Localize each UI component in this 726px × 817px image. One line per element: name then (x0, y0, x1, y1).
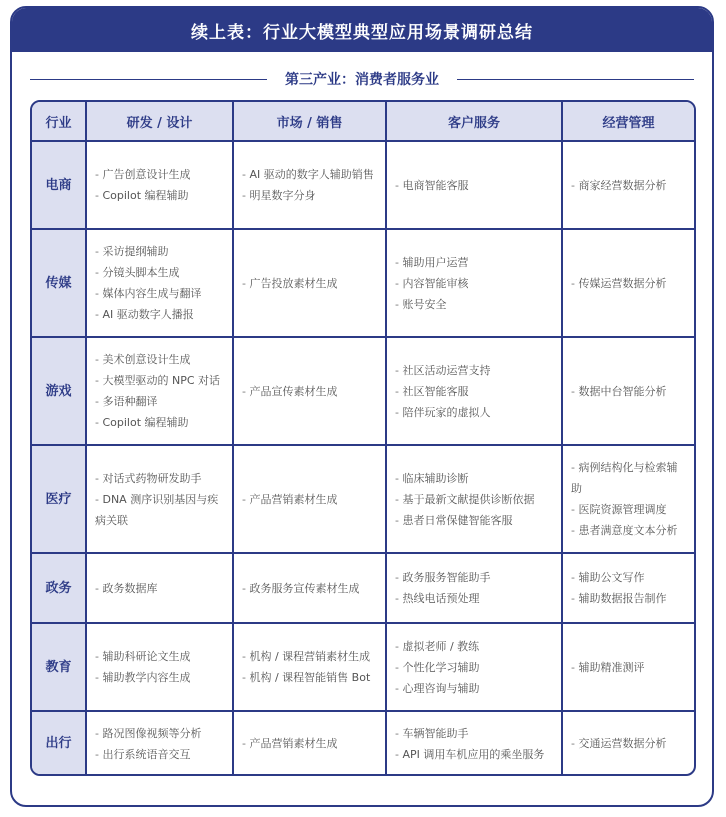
list-item: - 辅助科研论文生成 (95, 646, 224, 667)
table-row (32, 553, 694, 623)
list-item: - 病例结构化与检索辅助 (571, 457, 686, 499)
cell-manage (562, 229, 694, 337)
column-header: 经营管理 (562, 102, 694, 141)
list-item: - AI 驱动数字人播报 (95, 304, 224, 325)
list-item: - 商家经营数据分析 (571, 175, 686, 196)
list-item: - 虚拟老师 / 教练 (395, 636, 553, 657)
list-item: - 热线电话预处理 (395, 588, 553, 609)
industry-cell: 出行 (32, 711, 86, 775)
list-item: - 政务服务宣传素材生成 (242, 578, 377, 599)
cell-rd (86, 141, 233, 229)
industry-cell: 政务 (32, 553, 86, 623)
list-item: - 出行系统语音交互 (95, 744, 224, 765)
list-item: - 媒体内容生成与翻译 (95, 283, 224, 304)
industry-cell: 教育 (32, 623, 86, 711)
industry-cell: 游戏 (32, 337, 86, 445)
table-row (32, 229, 694, 337)
list-item: - 辅助公文写作 (571, 567, 686, 588)
list-item: - 陪伴玩家的虚拟人 (395, 402, 553, 423)
list-item: - 医院资源管理调度 (571, 499, 686, 520)
cell-service (386, 141, 562, 229)
list-item: - 社区智能客服 (395, 381, 553, 402)
cell-market (233, 445, 386, 553)
list-item: - 广告创意设计生成 (95, 164, 224, 185)
cell-rd (86, 337, 233, 445)
list-item: - Copilot 编程辅助 (95, 185, 224, 206)
cell-manage (562, 711, 694, 775)
cell-service (386, 553, 562, 623)
section-header (30, 66, 694, 92)
list-item: - 社区活动运营支持 (395, 360, 553, 381)
list-item: - 分镜头脚本生成 (95, 262, 224, 283)
list-item: - Copilot 编程辅助 (95, 412, 224, 433)
cell-manage (562, 623, 694, 711)
cell-service (386, 445, 562, 553)
list-item: - 路况图像视频等分析 (95, 723, 224, 744)
list-item: - 交通运营数据分析 (571, 733, 686, 754)
cell-market (233, 553, 386, 623)
cell-market (233, 141, 386, 229)
cell-manage (562, 337, 694, 445)
cell-rd (86, 623, 233, 711)
table-row (32, 623, 694, 711)
list-item: - 美术创意设计生成 (95, 349, 224, 370)
list-item: - 辅助教学内容生成 (95, 667, 224, 688)
cell-market (233, 337, 386, 445)
list-item: - 辅助精准测评 (571, 657, 686, 678)
cell-rd (86, 553, 233, 623)
divider-right (457, 79, 694, 80)
cell-rd (86, 445, 233, 553)
table-row (32, 711, 694, 775)
list-item: - AI 驱动的数字人辅助销售 (242, 164, 377, 185)
list-item: - 辅助用户运营 (395, 252, 553, 273)
column-header: 行业 (32, 102, 86, 141)
cell-market (233, 229, 386, 337)
column-header: 研发 / 设计 (86, 102, 233, 141)
list-item: - 患者日常保健智能客服 (395, 510, 553, 531)
list-item: - 辅助数据报告制作 (571, 588, 686, 609)
list-item: - 明星数字分身 (242, 185, 377, 206)
list-item: - DNA 测序识别基因与疾病关联 (95, 489, 224, 531)
list-item: - 机构 / 课程营销素材生成 (242, 646, 377, 667)
list-item: - 产品宣传素材生成 (242, 381, 377, 402)
divider-left (30, 79, 267, 80)
report-frame (10, 6, 714, 807)
list-item: - 传媒运营数据分析 (571, 273, 686, 294)
list-item: - 电商智能客服 (395, 175, 553, 196)
list-item: - 内容智能审核 (395, 273, 553, 294)
list-item: - 政务数据库 (95, 578, 224, 599)
list-item: - 心理咨询与辅助 (395, 678, 553, 699)
list-item: - 多语种翻译 (95, 391, 224, 412)
list-item: - 对话式药物研发助手 (95, 468, 224, 489)
list-item: - 患者满意度文本分析 (571, 520, 686, 541)
list-item: - 广告投放素材生成 (242, 273, 377, 294)
cell-rd (86, 229, 233, 337)
list-item: - 产品营销素材生成 (242, 489, 377, 510)
section-subtitle: 第三产业：消费者服务业 (285, 72, 439, 88)
list-item: - 账号安全 (395, 294, 553, 315)
table-row (32, 141, 694, 229)
cell-service (386, 337, 562, 445)
cell-service (386, 711, 562, 775)
cell-manage (562, 553, 694, 623)
list-item: - 采访提纲辅助 (95, 241, 224, 262)
list-item: - 数据中台智能分析 (571, 381, 686, 402)
cell-manage (562, 141, 694, 229)
list-item: - 机构 / 课程智能销售 Bot (242, 667, 377, 688)
list-item: - API 调用车机应用的乘坐服务 (395, 744, 553, 765)
cell-manage (562, 445, 694, 553)
column-header: 客户服务 (386, 102, 562, 141)
list-item: - 产品营销素材生成 (242, 733, 377, 754)
cell-market (233, 623, 386, 711)
industry-cell: 传媒 (32, 229, 86, 337)
list-item: - 基于最新文献提供诊断依据 (395, 489, 553, 510)
page-title: 续上表：行业大模型典型应用场景调研总结 (12, 8, 712, 52)
list-item: - 大模型驱动的 NPC 对话 (95, 370, 224, 391)
cell-rd (86, 711, 233, 775)
table-row (32, 337, 694, 445)
industry-cell: 医疗 (32, 445, 86, 553)
industry-cell: 电商 (32, 141, 86, 229)
table-header-row (32, 102, 694, 141)
cell-market (233, 711, 386, 775)
list-item: - 个性化学习辅助 (395, 657, 553, 678)
list-item: - 临床辅助诊断 (395, 468, 553, 489)
list-item: - 车辆智能助手 (395, 723, 553, 744)
list-item: - 政务服务智能助手 (395, 567, 553, 588)
cell-service (386, 623, 562, 711)
column-header: 市场 / 销售 (233, 102, 386, 141)
cell-service (386, 229, 562, 337)
scenario-table (30, 100, 696, 776)
table-row (32, 445, 694, 553)
